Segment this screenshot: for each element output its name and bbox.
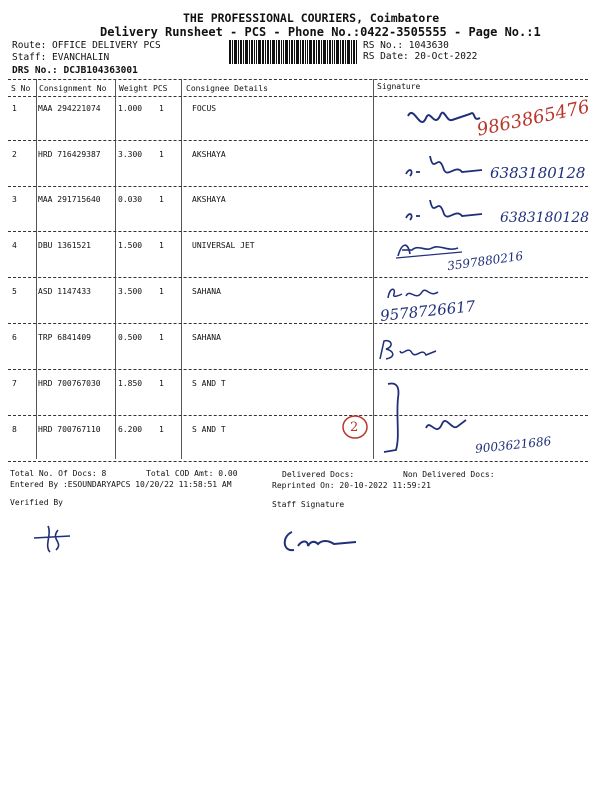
col-header-pcs: PCS — [153, 84, 168, 93]
row2-phone: 6383180128 — [490, 164, 586, 182]
row8-signature — [340, 378, 590, 460]
delivered-docs: Delivered Docs: — [282, 470, 355, 479]
staff-signature-label: Staff Signature — [272, 500, 345, 509]
row-consignee: AKSHAYA — [192, 150, 226, 159]
row-separator — [8, 323, 588, 324]
rs-number: RS No.: 1043630 — [363, 40, 449, 51]
row-sno: 8 — [12, 425, 17, 434]
row-consignment: HRD 700767110 — [38, 425, 101, 434]
rs-date: RS Date: 20-Oct-2022 — [363, 51, 478, 62]
row-weight: 6.200 — [118, 425, 143, 434]
staff-label: Staff: EVANCHALIN — [12, 52, 110, 63]
col-header-weight: Weight — [119, 84, 148, 93]
column-divider — [181, 79, 182, 459]
col-header-sno: S No — [11, 84, 31, 93]
row3-signature — [400, 192, 500, 232]
row8-phone: 9003621686 — [474, 434, 552, 456]
row-sno: 3 — [12, 195, 17, 204]
reprinted-on: Reprinted On: 20-10-2022 11:59:21 — [272, 481, 431, 490]
row-weight: 1.850 — [118, 379, 143, 388]
row-pcs: 1 — [159, 333, 164, 342]
total-cod: Total COD Amt: 0.00 — [146, 469, 238, 478]
row-weight: 3.300 — [118, 150, 143, 159]
row3-phone: 6383180128 — [500, 210, 590, 226]
row1-phone: 9863865476 — [475, 96, 592, 141]
row-sno: 2 — [12, 150, 17, 159]
row-pcs: 1 — [159, 150, 164, 159]
col-header-signature: Signature — [377, 82, 421, 91]
entered-by: Entered By :ESOUNDARYAPCS 10/20/22 11:58:51 AM — [10, 480, 232, 489]
row-pcs: 1 — [159, 287, 164, 296]
row-weight: 3.500 — [118, 287, 143, 296]
row-pcs: 1 — [159, 379, 164, 388]
row-consignment: DBU 1361521 — [38, 241, 91, 250]
row-separator — [8, 231, 588, 232]
row-separator — [8, 186, 588, 187]
row-separator — [8, 369, 588, 370]
row-consignee: FOCUS — [192, 104, 217, 113]
staff-signature — [278, 522, 368, 558]
row5-phone: 9578726617 — [379, 297, 477, 325]
non-delivered-docs: Non Delivered Docs: — [403, 470, 495, 479]
row-pcs: 1 — [159, 104, 164, 113]
row-sno: 4 — [12, 241, 17, 250]
row-sno: 7 — [12, 379, 17, 388]
row-consignee: UNIVERSAL JET — [192, 241, 255, 250]
row-weight: 0.030 — [118, 195, 143, 204]
row-weight: 1.000 — [118, 104, 143, 113]
row-consignment: MAA 291715640 — [38, 195, 101, 204]
verifier-signature — [30, 520, 80, 556]
row-weight: 1.500 — [118, 241, 143, 250]
column-divider — [115, 79, 116, 459]
drs-number: DRS No.: DCJB104363001 — [12, 65, 138, 76]
row-sno: 5 — [12, 287, 17, 296]
table-top-rule — [8, 79, 588, 80]
row-sno: 6 — [12, 333, 17, 342]
row-separator — [8, 277, 588, 278]
runsheet-title: Delivery Runsheet - PCS - Phone No.:0422-3505555 - Page No.:1 — [100, 25, 541, 39]
col-header-consignment: Consignment No — [39, 84, 107, 93]
row-pcs: 1 — [159, 195, 164, 204]
row-pcs: 1 — [159, 425, 164, 434]
verified-by-label: Verified By — [10, 498, 63, 507]
row-pcs: 1 — [159, 241, 164, 250]
route-label: Route: OFFICE DELIVERY PCS — [12, 40, 161, 51]
barcode-icon — [229, 40, 357, 64]
circled-number: 2 — [350, 420, 359, 435]
row-consignment: TRP 6841409 — [38, 333, 91, 342]
row-separator — [8, 140, 588, 141]
row-weight: 0.500 — [118, 333, 143, 342]
row-consignment: ASD 1147433 — [38, 287, 91, 296]
col-header-consignee: Consignee Details — [186, 84, 268, 93]
row-sno: 1 — [12, 104, 17, 113]
row-consignee: SAHANA — [192, 287, 221, 296]
total-docs: Total No. Of Docs: 8 — [10, 469, 107, 478]
row-consignment: MAA 294221074 — [38, 104, 101, 113]
row-consignment: HRD 716429387 — [38, 150, 101, 159]
row-consignee: AKSHAYA — [192, 195, 226, 204]
row2-signature — [400, 146, 500, 186]
column-divider — [36, 79, 37, 459]
row-consignee: S AND T — [192, 425, 226, 434]
row6-signature — [374, 335, 444, 363]
row-consignment: HRD 700767030 — [38, 379, 101, 388]
row-consignee: S AND T — [192, 379, 226, 388]
company-title: THE PROFESSIONAL COURIERS, Coimbatore — [183, 11, 440, 25]
row-consignee: SAHANA — [192, 333, 221, 342]
table-bottom-rule — [8, 461, 588, 462]
row4-phone: 3597880216 — [446, 248, 524, 274]
